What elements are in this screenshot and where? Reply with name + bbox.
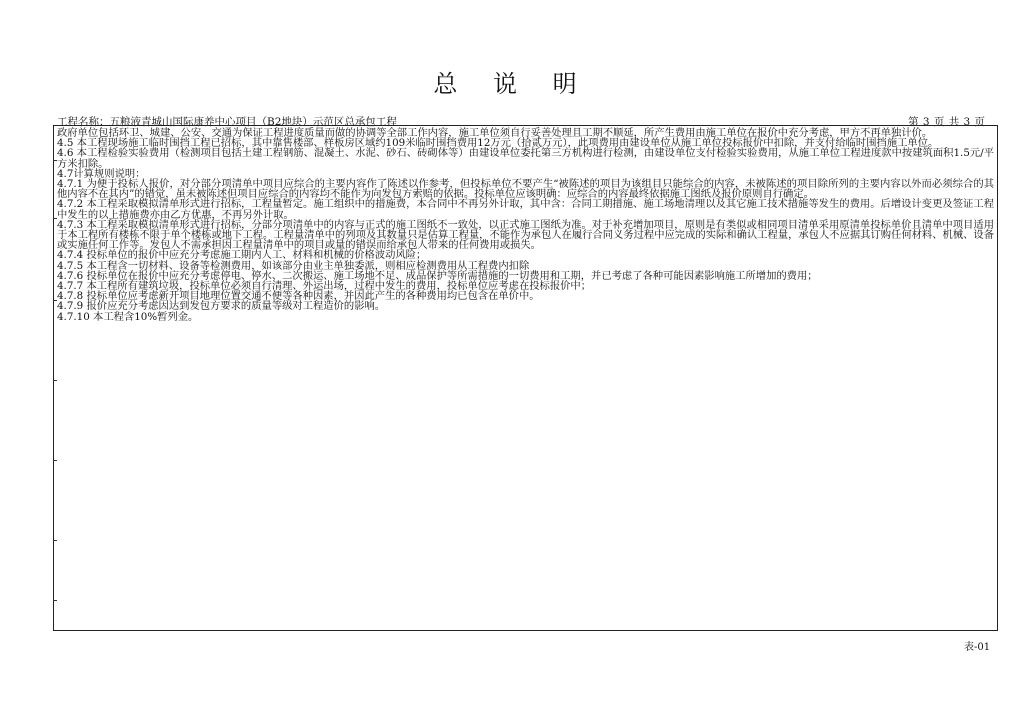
paragraph-4-7-7: 4.7.7 本工程所有建筑垃圾，投标单位必须自行清理、外运出场，过程中发生的费用，投标单位应考虑在投标报价中； bbox=[57, 280, 592, 293]
paragraph-4-7-2: 4.7.2 本工程采取模拟清单形式进行招标，工程量暂定。施工组织中的措施费，本合同中不再另外计取，其中含：合同工期措施、施工场地清理以及其它施工技术措施等发生的费用。后增设计变更及签证工程中发生的以上措施费亦由乙方优惠，不再另外计取。 bbox=[57, 198, 994, 221]
margin-tick bbox=[53, 600, 57, 601]
paragraph-4-6: 4.6 本工程检验实验费用（检测项目包括土建工程钢筋、混凝土、水泥、砂石、砖砌体等）由建设单位委托第三方机构进行检测，由建设单位支付检验实验费用，从施工单位工程进度款中按建筑面积1.5元/平方米扣除。 bbox=[57, 147, 994, 170]
paragraph-4-7-6: 4.7.6 投标单位在报价中应充分考虑停电、停水、二次搬运、施工场地不足、成品保护等所需措施的一切费用和工期，并已考虑了各种可能因素影响施工所增加的费用； bbox=[57, 269, 818, 282]
form-code: 表-01 bbox=[964, 642, 991, 653]
paragraph-4-7-8: 4.7.8 投标单位应考虑新开项目地理位置交通不便等各种因素，并因此产生的各种费用均已包含在单价中。 bbox=[57, 290, 540, 303]
paragraph-continuation: 政府单位包括环卫、城建、公安、交通为保证工程进度质量而做的协调等全部工作内容，施工单位须自行妥善处理且工期不顺延，所产生费用由施工单位在报价中充分考虑，甲方不再单独计价。 bbox=[57, 127, 933, 139]
margin-tick bbox=[53, 380, 57, 381]
paragraph-4-7-5: 4.7.5 本工程含一切材料、设备等检测费用，如该部分由业主单独委派，则相应检测费用从工程费内扣除 bbox=[57, 259, 530, 272]
paragraph-4-7-1: 4.7.1 为便于投标人报价，对分部分项清单中项目应综合的主要内容作了陈述以作参考，但投标单位不要产生“被陈述的项目为该组目只能综合的内容，未被陈述的项目除所列的主要内容以外而必须综合的其他内容不在其内”的错觉，虽未被陈述但项目应综合的内容均不能作为向发包方索赔的依据。投标单位应该明确：应综合的内容最终依据施工图纸及报价原则自行确定。 bbox=[57, 178, 994, 201]
page-info: 第 3 页 共 3 页 bbox=[908, 116, 986, 128]
paragraph-4-7-4: 4.7.4 投标单位的报价中应充分考虑施工期内人工、材料和机械的价格波动风险； bbox=[57, 249, 427, 262]
margin-tick bbox=[53, 460, 57, 461]
margin-tick bbox=[53, 160, 57, 161]
margin-tick bbox=[53, 300, 57, 301]
content-frame bbox=[53, 125, 998, 631]
paragraph-4-7-10: 4.7.10 本工程含10%暂列金。 bbox=[57, 310, 199, 323]
margin-tick bbox=[53, 540, 57, 541]
margin-tick bbox=[53, 218, 57, 219]
paragraph-4-7: 4.7计算规则说明： bbox=[57, 167, 146, 180]
project-name: 工程名称：五粮液青城山国际康养中心项目（B2地块）示范区总承包工程 bbox=[57, 116, 397, 128]
description-body bbox=[54, 126, 997, 324]
document-title: 总 说 明 bbox=[433, 70, 591, 98]
paragraph-4-7-3: 4.7.3 本工程采取模拟清单形式进行招标，分部分项清单中的内容与正式的施工图纸不一致处，以正式施工图纸为准。对于补充增加项目，原则是有类似或相同项目清单采用原清单投标单价且清单中项目适用于本工程所有楼栋不限于单个楼栋或地下工程。工程量清单中的列项及其数量只是估算工程量，不能作为承包人在履行合同义务过程中应完成的实际和确认工程量，承包人不应据其订购任何材料、机械、设备或实施任何工作等。发包人不需承担因工程量清单中的项目或量的错误而给承包人带来的任何费用或损失。 bbox=[57, 218, 995, 252]
paragraph-4-7-9: 4.7.9 报价应充分考虑因达到发包方要求的质量等级对工程造价的影响。 bbox=[57, 300, 386, 313]
paragraph-4-5: 4.5 本工程现场施工临时围挡工程已招标，其中靠售楼部、样板房区域约109米临时围挡费用12万元（拾贰万元），此项费用由建设单位从施工单位投标报价中扣除，并支付给临时围挡施工单位。 bbox=[57, 137, 939, 150]
